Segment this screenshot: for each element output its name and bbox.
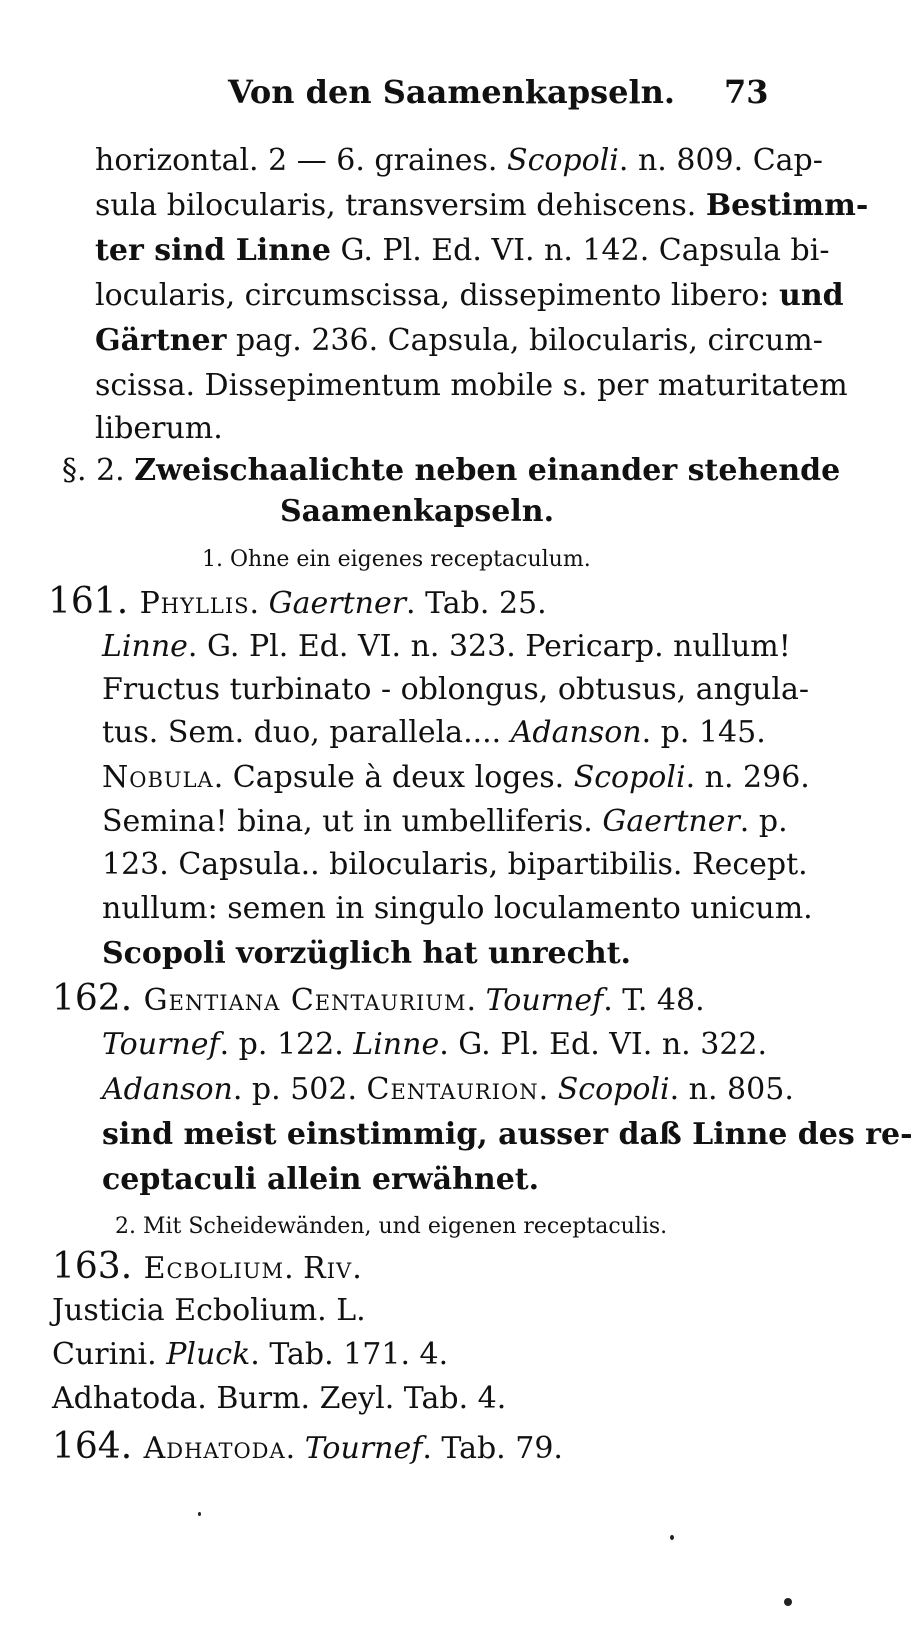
text-segment: Saamenkapseln.: [280, 494, 555, 529]
text-segment: 123. Capsula.. bilocularis, bipartibilis. Recept.: [102, 847, 808, 882]
text-segment: sind meist einstimmig, ausser daß Linne des re-: [102, 1117, 913, 1152]
text-segment: . n. 296.: [685, 760, 810, 795]
text-line: [102, 891, 813, 927]
text-segment: .: [466, 983, 486, 1018]
text-segment: 162.: [52, 978, 144, 1019]
text-segment: ter sind Linne: [95, 233, 331, 268]
text-segment: receptaculum.: [430, 547, 591, 572]
text-segment: Linne: [353, 1027, 440, 1062]
text-segment: .: [249, 586, 269, 621]
text-segment: . Capsule à deux loges.: [213, 760, 574, 795]
text-segment: Bestimm-: [705, 188, 869, 223]
text-segment: Centaurion: [366, 1072, 539, 1107]
text-segment: . p.: [739, 804, 788, 839]
text-segment: . p. 502.: [232, 1072, 367, 1107]
section-heading: [280, 494, 554, 530]
text-segment: Gärtner: [95, 323, 227, 358]
text-segment: Riv: [303, 1251, 353, 1286]
text-segment: . n. 809. Cap-: [618, 143, 823, 178]
subsection-heading: [202, 539, 591, 578]
text-line: [102, 804, 788, 840]
text-segment: Gaertner: [602, 804, 740, 839]
subsection-heading: [115, 1206, 667, 1245]
text-segment: sula bilocularis, transversim dehiscens.: [95, 188, 706, 223]
text-segment: Phyllis: [139, 586, 250, 621]
text-segment: 163.: [52, 1246, 144, 1287]
text-segment: Scopoli: [573, 760, 686, 795]
text-segment: . p. 122.: [219, 1027, 354, 1062]
ink-spot: [784, 1598, 792, 1606]
entry-heading: [48, 581, 547, 622]
section-heading: [62, 453, 840, 489]
text-line: [95, 411, 223, 447]
text-line: [102, 1162, 539, 1198]
text-segment: . Tab. 171. 4.: [250, 1337, 449, 1372]
text-segment: 1. Ohne ein eigenes: [202, 547, 431, 572]
text-segment: Curini.: [52, 1337, 167, 1372]
text-segment: 2. Mit Scheidewänden, und eigenen receptaculis.: [115, 1214, 668, 1239]
text-segment: Scopoli: [507, 143, 619, 178]
text-line: [102, 847, 808, 883]
text-segment: Gentiana Centaurium: [143, 983, 467, 1018]
text-line: [102, 760, 810, 796]
text-line: [102, 672, 809, 708]
entry-heading: [52, 978, 705, 1019]
text-segment: liberum.: [95, 411, 223, 446]
text-segment: .: [285, 1431, 305, 1466]
text-line: [52, 1293, 366, 1329]
text-segment: Adanson: [510, 715, 642, 750]
text-segment: nullum: semen in singulo loculamento unicum.: [102, 891, 813, 926]
text-segment: Tournef: [304, 1431, 423, 1466]
text-segment: . G. Pl. Ed. VI. n. 322.: [439, 1027, 768, 1062]
text-segment: .: [538, 1072, 558, 1107]
text-line: [95, 233, 829, 269]
text-segment: Pluck: [166, 1337, 251, 1372]
page-number: 73: [724, 73, 769, 111]
text-segment: pag. 236. Capsula, bilocularis, circum-: [226, 323, 823, 358]
text-segment: . Tab. 79.: [422, 1431, 563, 1466]
text-segment: 161.: [48, 581, 140, 622]
text-segment: G. Pl. Ed. VI. n. 142. Capsula bi-: [330, 233, 830, 268]
text-segment: . G. Pl. Ed. VI. n. 323. Pericarp. nullum!: [187, 629, 791, 664]
text-line: [102, 1027, 767, 1063]
text-segment: .: [352, 1251, 362, 1286]
text-segment: . n. 805.: [669, 1072, 794, 1107]
text-line: [95, 368, 848, 404]
text-line: [102, 1072, 794, 1108]
text-segment: Justicia Ecbolium. L.: [52, 1293, 366, 1328]
text-segment: und: [779, 278, 844, 313]
text-segment: tus. Sem. duo, parallela....: [102, 715, 511, 750]
text-line: [95, 143, 823, 179]
text-segment: Tournef: [485, 983, 604, 1018]
text-line: [95, 278, 844, 314]
text-segment: Scopoli vorzüglich hat unrecht.: [102, 936, 631, 971]
running-title: Von den Saamenkapseln.: [228, 73, 676, 111]
text-segment: . p. 145.: [641, 715, 766, 750]
text-segment: Tournef: [102, 1027, 220, 1062]
text-segment: horizontal. 2 — 6. graines.: [95, 143, 508, 178]
text-line: [95, 188, 868, 224]
text-segment: scissa. Dissepimentum mobile s. per maturitatem: [95, 368, 848, 403]
text-segment: Fructus turbinato - oblongus, obtusus, angula-: [102, 672, 810, 707]
text-segment: .: [284, 1251, 304, 1286]
ink-spot: [198, 1512, 201, 1516]
text-line: [102, 629, 791, 665]
text-segment: Adanson: [102, 1072, 233, 1107]
text-line: [102, 936, 631, 972]
text-line: [102, 715, 766, 751]
text-segment: ceptaculi allein erwähnet.: [102, 1162, 540, 1197]
text-segment: Adhatoda: [143, 1431, 286, 1466]
text-line: [102, 1117, 913, 1153]
text-segment: Zweischaalichte neben einander stehende: [134, 453, 841, 488]
text-segment: Adhatoda. Burm. Zeyl. Tab. 4.: [52, 1381, 507, 1416]
text-segment: Nobula: [102, 760, 214, 795]
text-segment: locularis, circumscissa, dissepimento libero:: [95, 278, 780, 313]
entry-heading: [52, 1426, 563, 1467]
entry-heading: [52, 1246, 362, 1287]
text-segment: §. 2.: [62, 453, 135, 488]
text-segment: . Tab. 25.: [406, 586, 547, 621]
ink-spot: [670, 1535, 674, 1540]
text-segment: Linne: [102, 629, 188, 664]
text-line: [52, 1337, 448, 1373]
text-line: [52, 1381, 506, 1417]
text-segment: 164.: [52, 1426, 144, 1467]
text-segment: . T. 48.: [603, 983, 705, 1018]
text-segment: Scopoli: [557, 1072, 670, 1107]
text-segment: Gaertner: [268, 586, 407, 621]
text-line: [95, 323, 823, 359]
text-segment: Semina! bina, ut in umbelliferis.: [102, 804, 603, 839]
text-segment: Ecbolium: [143, 1251, 285, 1286]
